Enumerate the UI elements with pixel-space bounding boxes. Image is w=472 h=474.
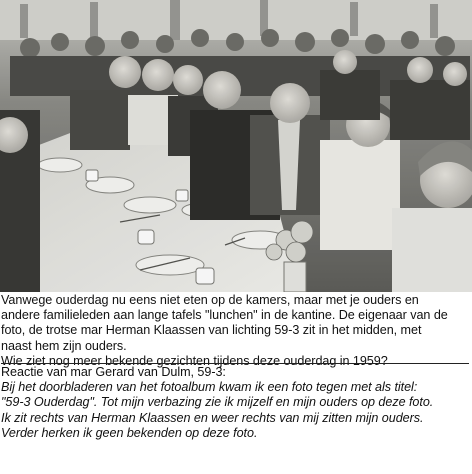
reaction-line: Verder herken ik geen bekenden op deze foto. [1, 425, 258, 440]
reaction-line: Bij het doorbladeren van het fotoalbum kwam ik een foto tegen met als titel: [1, 380, 418, 395]
separator-rule [1, 363, 469, 364]
caption-line: andere familieleden aan lange tafels "lunchen" in de kantine. De eigenaar van de [1, 308, 448, 323]
caption-question: Wie ziet nog meer bekende gezichten tijdens deze ouderdag in 1959? [1, 353, 388, 368]
caption-line: foto, de trotse mar Herman Klaassen van lichting 59-3 zit in het midden, met [1, 323, 422, 338]
reaction-line: "59-3 Ouderdag". Tot mijn verbazing zie ik mijzelf en mijn ouders op deze foto. [1, 395, 434, 410]
reader-reaction [1, 365, 471, 441]
reaction-heading: Reactie van mar Gerard van Dulm, 59-3: [1, 365, 226, 379]
caption-line: Vanwege ouderdag nu eens niet eten op de kamers, maar met je ouders en [1, 293, 419, 307]
photo-caption [1, 293, 471, 369]
reaction-line: Ik zit rechts van Herman Klaassen en weer rechts van mij zitten mijn ouders. [1, 410, 424, 425]
caption-line: naast hem zijn ouders. [1, 338, 127, 353]
